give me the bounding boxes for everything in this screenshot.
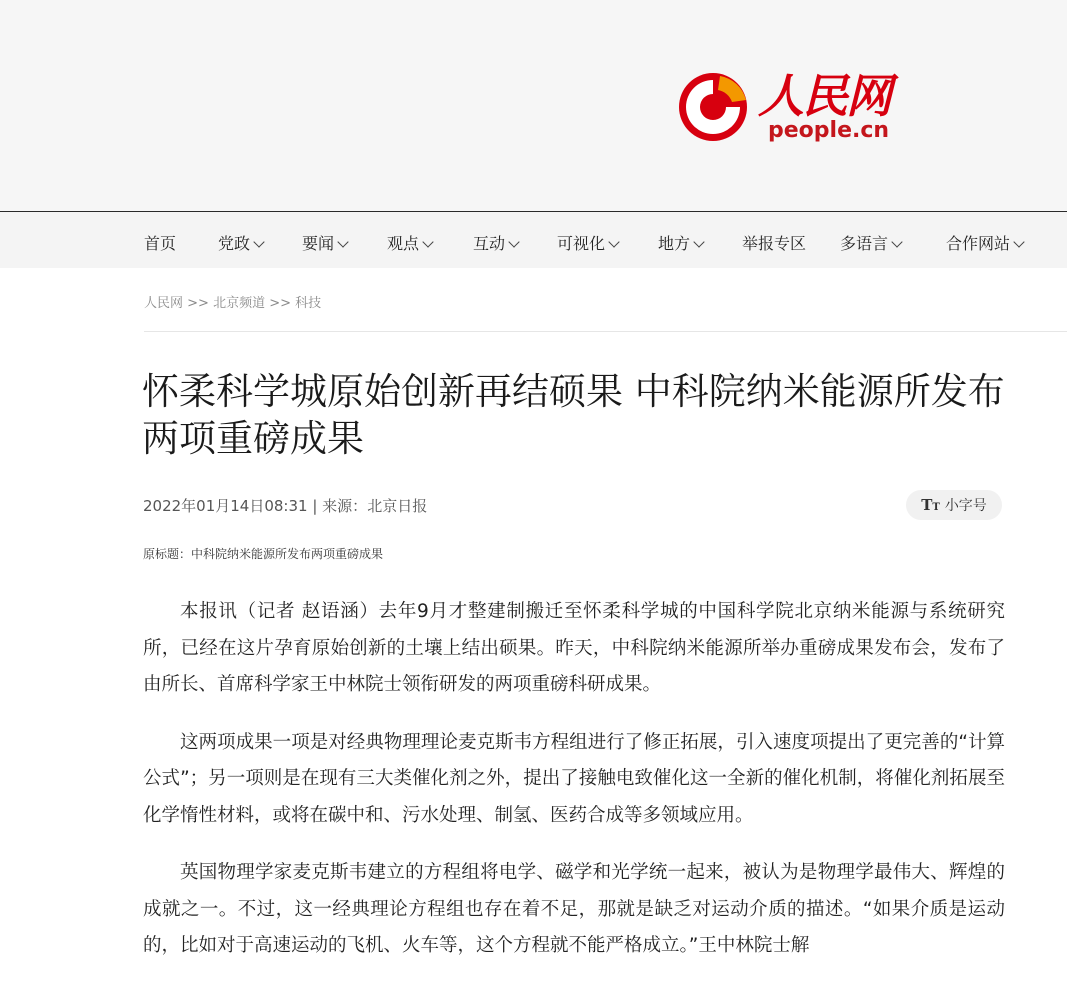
nav-item-partners[interactable]: 合作网站	[946, 231, 1023, 254]
main-nav	[0, 212, 1067, 268]
font-size-toggle-label: 小字号	[944, 498, 987, 514]
chevron-down-icon	[422, 236, 433, 247]
original-title-text: 中科院纳米能源所发布两项重磅成果	[191, 547, 384, 561]
site-logo[interactable]	[676, 66, 892, 150]
nav-item-visual[interactable]: 可视化	[557, 231, 618, 254]
breadcrumb	[144, 292, 321, 311]
chevron-down-icon	[508, 236, 519, 247]
source-link[interactable]: 北京日报	[367, 497, 428, 515]
breadcrumb-channel-link[interactable]: 北京频道	[213, 296, 266, 311]
article-meta	[143, 495, 427, 516]
nav-item-languages[interactable]: 多语言	[840, 231, 901, 254]
site-header	[0, 0, 1067, 212]
article-paragraph: 本报讯（记者 赵语涵）去年9月才整建制搬迁至怀柔科学城的中国科学院北京纳米能源与系统研究所，已经在这片孕育原始创新的土壤上结出硕果。昨天，中科院纳米能源所举办重磅成果发布会，发布了由所长、首席科学家王中林院士领衔研发的两项重磅科研成果。	[143, 601, 1005, 695]
chevron-down-icon	[891, 236, 902, 247]
chevron-down-icon	[608, 236, 619, 247]
article-paragraph: 英国物理学家麦克斯韦建立的方程组将电学、磁学和光学统一起来，被认为是物理学最伟大、辉煌的成就之一。不过，这一经典理论方程组也存在着不足，那就是缺乏对运动介质的描述。“如果介质是运动的，比如对于高速运动的飞机、火车等，这个方程就不能严格成立。”王中林院士解	[143, 862, 1005, 956]
font-size-toggle-button[interactable]	[906, 490, 1002, 520]
chevron-down-icon	[1013, 236, 1024, 247]
nav-item-interact[interactable]: 互动	[473, 231, 518, 254]
nav-item-opinion[interactable]: 观点	[387, 231, 432, 254]
breadcrumb-divider	[144, 331, 1067, 332]
chevron-down-icon	[337, 236, 348, 247]
article-title: 怀柔科学城原始创新再结硕果 中科院纳米能源所发布两项重磅成果	[142, 370, 1005, 460]
article-body	[143, 594, 1005, 986]
nav-item-party[interactable]: 党政	[218, 231, 263, 254]
chevron-down-icon	[693, 236, 704, 247]
breadcrumb-section-link[interactable]: 科技	[295, 296, 322, 311]
nav-item-local[interactable]: 地方	[658, 231, 703, 254]
nav-item-home[interactable]: 首页	[144, 234, 177, 253]
publish-date: 2022年01月14日08:31	[143, 497, 308, 515]
breadcrumb-separator: >>	[265, 296, 296, 311]
text-size-icon: TT	[921, 496, 940, 514]
chevron-down-icon	[253, 236, 264, 247]
nav-item-news[interactable]: 要闻	[302, 231, 347, 254]
source-label: 来源：	[322, 497, 368, 515]
article-paragraph: 这两项成果一项是对经典物理理论麦克斯韦方程组进行了修正拓展，引入速度项提出了更完善的“计算公式”；另一项则是在现有三大类催化剂之外，提出了接触电致催化这一全新的催化机制，将催化剂拓展至化学惰性材料，或将在碳中和、污水处理、制氢、医药合成等多领域应用。	[143, 731, 1005, 826]
nav-item-report[interactable]: 举报专区	[742, 234, 807, 253]
meta-separator: |	[307, 497, 323, 515]
breadcrumb-home-link[interactable]: 人民网	[144, 296, 184, 311]
logo-english-text: people.cn	[768, 118, 890, 143]
original-title	[143, 545, 383, 562]
breadcrumb-separator: >>	[183, 296, 214, 311]
logo-chinese-text: 人民网	[758, 69, 890, 123]
people-logo-mark-icon	[676, 70, 750, 144]
original-title-label: 原标题：	[143, 547, 192, 561]
